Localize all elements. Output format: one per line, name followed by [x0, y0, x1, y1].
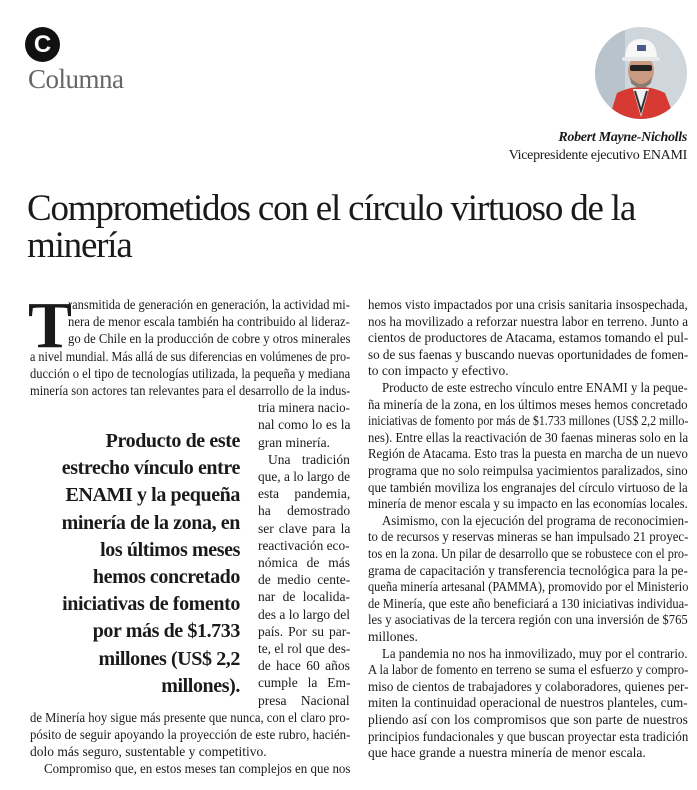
body-text-line	[258, 657, 350, 674]
line-text: ha demostrado	[258, 503, 351, 519]
line-text: reactivación eco-	[258, 537, 350, 553]
line-text: que, a lo largo de	[258, 469, 351, 484]
body-text-line	[368, 429, 688, 446]
line-text: que hace grande a nuestra minería de menor escala.	[368, 745, 646, 761]
line-text: millones.	[368, 629, 418, 644]
line-text: presa Nacional	[258, 692, 350, 708]
line-text: Producto de este estrecho vínculo entre ENAMI y la peque-	[382, 380, 688, 395]
line-text: to con impacto y efectivo.	[368, 363, 509, 379]
pull-quote-line: millones (US$ 2,2	[98, 647, 240, 670]
body-text-line	[368, 595, 688, 612]
line-text: tria minera nacio-	[258, 400, 350, 416]
body-text-line	[258, 623, 350, 640]
body-text-line	[368, 661, 688, 678]
line-text: dolo más seguro, sustentable y competitivo.	[30, 744, 267, 760]
body-text-line	[268, 451, 350, 468]
line-text: Región de Atacama. Esto tras la puesta en marcha de un nuevo	[368, 446, 688, 462]
line-text: to de recursos y reservas mineras se han impulsado 21 proyec-	[368, 529, 689, 545]
body-text-line	[30, 382, 350, 399]
line-text: ransmitida de generación en generación, la actividad mi-	[68, 297, 350, 312]
line-text: de medio cente-	[258, 572, 351, 588]
body-text-line	[368, 694, 688, 711]
drop-cap: T	[28, 289, 73, 362]
line-text: tos en la zona. Un pilar de desarrollo que se robustece con el pro-	[368, 546, 689, 561]
body-text-line	[368, 495, 688, 512]
pull-quote-line: minería de la zona, en	[61, 511, 240, 534]
line-text: ser clave para la	[258, 520, 351, 536]
line-text: nal como lo es la	[258, 417, 351, 433]
body-text-line	[258, 640, 350, 657]
body-text-line	[368, 728, 688, 745]
line-text: minería son actores tan relevantes para el desarrollo de la indus-	[30, 383, 351, 398]
line-text: Asimismo, con la ejecución del programa de reconocimien-	[382, 512, 689, 528]
body-text-line	[258, 674, 350, 691]
body-text-line	[30, 365, 350, 382]
body-text-line	[368, 545, 688, 562]
line-text: de hace 60 años	[258, 658, 350, 674]
line-text: cumple la Em-	[258, 675, 351, 691]
line-text: ña minería de la zona, en los últimos meses hemos concretado	[368, 396, 688, 412]
line-text: miten la continuidad operacional de nuestros planteles, cum-	[368, 695, 688, 711]
body-text-line	[30, 726, 350, 743]
body-text-line	[368, 711, 688, 728]
body-text-line	[68, 296, 350, 313]
body-text-line	[382, 379, 688, 396]
line-text: de Minería, que este año beneficiará a 130 iniciativas individua-	[368, 595, 689, 611]
body-text-line	[258, 485, 350, 502]
line-text: des a lo largo del	[258, 606, 350, 622]
pull-quote-line: iniciativas de fomento	[62, 593, 240, 616]
line-text: Compromiso que, en estos meses tan complejos en que nos	[44, 761, 351, 777]
body-text-line	[368, 678, 688, 695]
line-text: nar de localida-	[258, 589, 350, 605]
line-text: La pandemia no nos ha inmovilizado, muy por el contrario.	[382, 645, 688, 661]
line-text: nes). Entre ellas la reactivación de 30 faenas mineras solo en la	[368, 429, 689, 445]
line-text: país. Por su par-	[258, 623, 351, 639]
pull-quote-line: estrecho vínculo entre	[61, 457, 240, 480]
author-photo	[595, 27, 687, 119]
line-text: nos ha movilizado a reforzar nuestra labor en terreno. Junto a	[368, 313, 688, 329]
body-text-line	[368, 611, 688, 628]
author-portrait-icon	[595, 27, 687, 119]
body-text-line	[44, 760, 350, 777]
line-text: gran minería.	[258, 434, 330, 450]
body-text-line	[258, 399, 350, 416]
body-text-line	[258, 588, 350, 605]
body-text-line	[30, 743, 267, 760]
body-text-line	[258, 434, 330, 451]
body-text-line	[368, 479, 688, 496]
body-text-line	[30, 709, 350, 726]
body-text-line	[368, 329, 688, 346]
line-text: nera de menor escala también ha contribuido al lideraz-	[68, 314, 350, 330]
body-text-line	[368, 628, 418, 645]
body-text-line	[68, 313, 350, 330]
line-text: pliendo así con los compromisos que son parte de nuestros	[368, 712, 688, 727]
body-text-line	[368, 445, 688, 462]
body-text-line	[258, 692, 350, 709]
author-name: Robert Mayne-Nicholls	[558, 130, 687, 145]
section-label: Columna	[28, 64, 124, 94]
body-text-line	[68, 330, 350, 347]
pull-quote-line: ENAMI y la pequeña	[65, 484, 240, 507]
headline-line: Comprometidos con el círculo virtuoso de la	[27, 188, 636, 229]
pull-quote-line: Producto de este	[105, 430, 240, 452]
line-text: hemos visto impactados por una crisis sanitaria insospechada,	[368, 297, 688, 312]
body-text-line	[258, 554, 350, 571]
body-text-line	[258, 502, 350, 519]
body-text-line	[368, 744, 646, 761]
line-text: ducción o el tipo de tecnologías utilizada, la pequeña y mediana	[30, 365, 351, 381]
body-text-line	[368, 528, 688, 545]
line-text: te, el rol que des-	[258, 641, 351, 656]
line-text: so de sus faenas y buscando nuevas oportunidades de fomen-	[368, 346, 689, 362]
body-text-line	[258, 520, 350, 537]
body-text-line	[368, 412, 688, 429]
line-text: les y asociativas de la tercera región con una inversión de $765	[368, 612, 688, 628]
body-text-line	[368, 578, 688, 595]
body-text-line	[30, 348, 350, 365]
line-text: grama de capacitación y transferencia tecnológica para la pe-	[368, 562, 688, 578]
pull-quote-line: millones).	[161, 674, 240, 697]
line-text: programa que no solo reimpulsa yacimientos paralizados, sino	[368, 463, 688, 478]
body-text-line	[382, 512, 688, 529]
headline	[27, 190, 687, 264]
body-text-line	[368, 362, 509, 379]
line-text: principios fundacionales y que buscan proyectar esta tradición	[368, 728, 689, 744]
body-text-line	[368, 313, 688, 330]
body-text-line	[258, 571, 350, 588]
line-text: go de Chile en la producción de cobre y otros minerales	[68, 331, 351, 347]
line-text: nómica de más	[258, 555, 350, 570]
line-text: Una tradición	[268, 451, 350, 467]
body-text-line	[258, 606, 350, 623]
author-byline	[509, 130, 687, 164]
body-text-line	[258, 416, 350, 433]
line-text: pósito de seguir apoyando la proyección de este rubro, hacién-	[30, 727, 351, 742]
body-text-line	[368, 296, 688, 313]
pull-quote-line: hemos concretado	[92, 566, 240, 588]
pull-quote-line: por más de $1.733	[92, 620, 240, 643]
author-role: Vicepresidente ejecutivo ENAMI	[508, 148, 687, 163]
line-text: A la labor de fomento en terreno se suma el esfuerzo y compro-	[368, 662, 689, 678]
body-text-line	[368, 396, 688, 413]
headline-line: minería	[27, 225, 132, 266]
body-text-line	[368, 346, 688, 363]
line-text: de Minería hoy sigue más presente que nunca, con el claro pro-	[30, 709, 350, 725]
body-text-line	[258, 537, 350, 554]
line-text: miso de cientos de trabajadores y colaboradores, quienes per-	[368, 678, 689, 694]
body-text-line	[258, 468, 350, 485]
line-text: queña minería artesanal (PAMMA), promovido por el Ministerio	[368, 579, 689, 595]
line-text: a nivel mundial. Más allá de sus diferencias en volúmenes de pro-	[30, 348, 351, 364]
body-text-line	[368, 462, 688, 479]
line-text: cientos de productores de Atacama, estamos tomando el pul-	[368, 330, 689, 346]
body-text-line	[368, 562, 688, 579]
line-text: que también moviliza los engranajes del círculo virtuoso de la	[368, 479, 688, 495]
line-text: esta pandemia,	[258, 486, 351, 502]
pull-quote-line: los últimos meses	[100, 538, 240, 561]
line-text: minería de menor escala y su impacto en las economías locales.	[368, 496, 688, 512]
body-text-line	[382, 645, 688, 662]
line-text: iniciativas de fomento por más de $1.733 millones (US$ 2,2 millo-	[368, 413, 689, 429]
column-badge-logo: C	[25, 27, 60, 62]
